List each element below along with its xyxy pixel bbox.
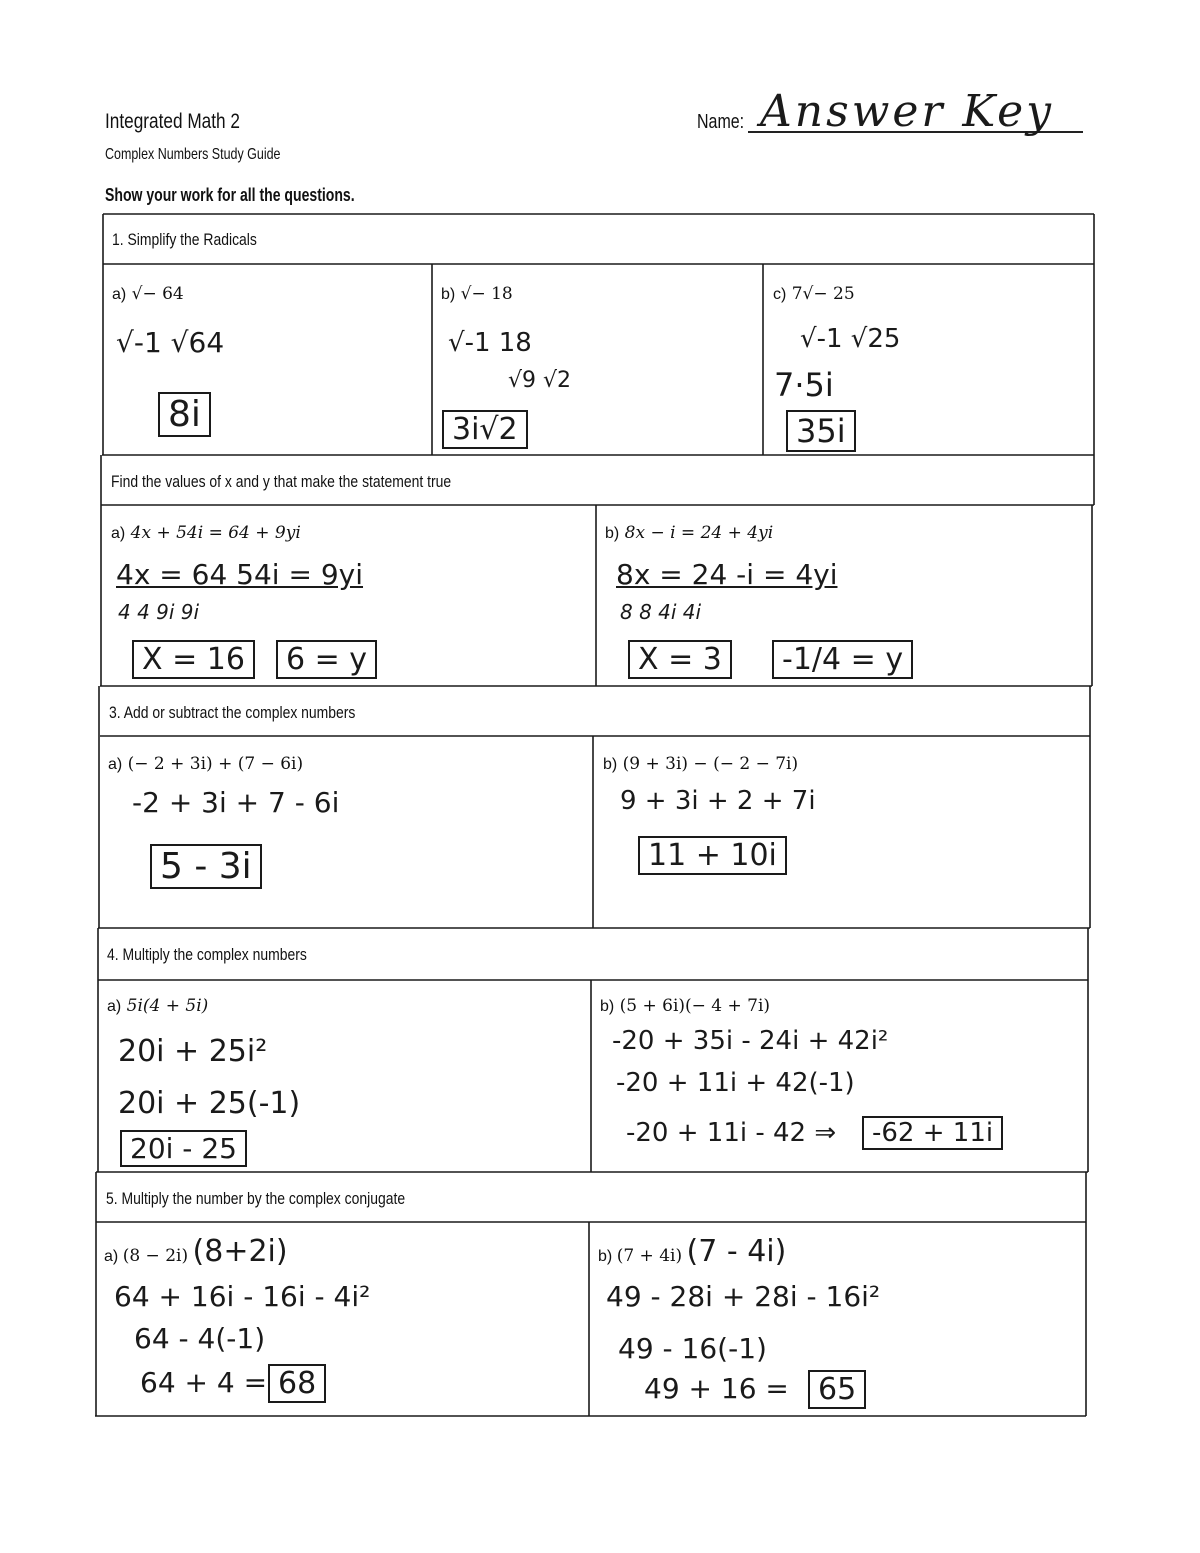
answer-box: 8i (158, 392, 211, 437)
problem-4b (600, 996, 770, 1016)
conjugate: (8+2i) (192, 1234, 288, 1269)
problem-expression: √− 18 (460, 284, 513, 304)
work-line: 9 + 3i + 2 + 7i (620, 786, 816, 816)
work-line: 8x = 24 -i = 4yi (616, 558, 838, 591)
problem-label: c) (773, 286, 787, 303)
work-line: -20 + 35i - 24i + 42i² (612, 1026, 889, 1056)
problem-expression: √− 64 (131, 284, 184, 304)
work-line: 4 4 9i 9i (118, 600, 200, 624)
problem-expression: (9 + 3i) − (− 2 − 7i) (622, 754, 799, 774)
problem-5a (104, 1234, 288, 1269)
problem-expression: 5i(4 + 5i) (126, 996, 209, 1016)
answer-box: X = 16 (132, 640, 255, 679)
answer-box: 3i√2 (442, 410, 528, 449)
problem-label: a) (104, 1248, 119, 1265)
work-line: 8 8 4i 4i (620, 600, 702, 624)
problem-expression: (− 2 + 3i) + (7 − 6i) (127, 754, 304, 774)
work-line: 64 + 4 = (140, 1366, 268, 1399)
problem-1b (441, 284, 513, 304)
work-line: 20i + 25(-1) (118, 1086, 301, 1121)
problem-label: b) (441, 286, 456, 303)
answer-box: 11 + 10i (638, 836, 787, 875)
work-line: √-1 √25 (800, 324, 901, 354)
problem-1c (773, 284, 855, 304)
work-line: √-1 18 (448, 328, 532, 358)
problem-expression: 7√− 25 (791, 284, 855, 304)
work-line: -20 + 11i - 42 ⇒ (626, 1118, 837, 1148)
answer-box: 20i - 25 (120, 1130, 247, 1167)
work-line: 64 + 16i - 16i - 4i² (114, 1280, 371, 1313)
work-line: √-1 √64 (116, 326, 225, 359)
problem-label: a) (112, 286, 127, 303)
conjugate: (7 - 4i) (686, 1234, 787, 1269)
work-line: 4x = 64 54i = 9yi (116, 558, 364, 591)
problem-label: b) (603, 756, 618, 773)
problem-2a (111, 523, 301, 543)
answer-box: -62 + 11i (862, 1116, 1003, 1150)
name-label: Name: (697, 111, 745, 133)
problem-label: a) (111, 525, 126, 542)
work-line: 49 - 28i + 28i - 16i² (606, 1280, 881, 1313)
answer-box: X = 3 (628, 640, 732, 679)
problem-label: b) (605, 525, 620, 542)
problem-expression: (5 + 6i)(− 4 + 7i) (619, 996, 771, 1016)
problem-4a (107, 996, 208, 1016)
problem-1a (112, 284, 184, 304)
section-4-title: 4. Multiply the complex numbers (107, 945, 307, 964)
work-line: -20 + 11i + 42(-1) (616, 1068, 855, 1098)
section-2-title: Find the values of x and y that make the statement true (111, 472, 452, 491)
worksheet-subtitle: Complex Numbers Study Guide (105, 146, 281, 163)
problem-expression: 4x + 54i = 64 + 9yi (130, 523, 301, 543)
instructions: Show your work for all the questions. (105, 185, 355, 205)
problem-5b (598, 1234, 786, 1269)
answer-box: -1/4 = y (772, 640, 913, 679)
problem-3b (603, 754, 798, 774)
work-line: √9 √2 (508, 368, 572, 393)
course-title: Integrated Math 2 (105, 110, 240, 133)
section-3-title: 3. Add or subtract the complex numbers (109, 703, 356, 722)
section-1-title: 1. Simplify the Radicals (112, 230, 257, 249)
answer-box: 5 - 3i (150, 844, 262, 889)
answer-box: 65 (808, 1370, 866, 1409)
problem-expression: (8 − 2i) (122, 1246, 189, 1266)
problem-expression: 8x − i = 24 + 4yi (624, 523, 774, 543)
answer-box: 35i (786, 410, 856, 452)
problem-label: a) (107, 998, 122, 1015)
problem-label: b) (598, 1248, 613, 1265)
answer-box: 6 = y (276, 640, 377, 679)
work-line: 20i + 25i² (118, 1034, 268, 1069)
work-line: 64 - 4(-1) (134, 1322, 266, 1355)
problem-3a (108, 754, 303, 774)
problem-expression: (7 + 4i) (616, 1246, 683, 1266)
work-line: 7·5i (774, 366, 834, 404)
problem-label: b) (600, 998, 615, 1015)
answer-box: 68 (268, 1364, 326, 1403)
name-value: Answer Key (760, 86, 1054, 137)
section-5-title: 5. Multiply the number by the complex conjugate (106, 1189, 406, 1208)
work-line: 49 - 16(-1) (618, 1332, 767, 1365)
problem-label: a) (108, 756, 123, 773)
problem-2b (605, 523, 773, 543)
work-line: 49 + 16 = (644, 1372, 789, 1405)
work-line: -2 + 3i + 7 - 6i (132, 786, 340, 819)
